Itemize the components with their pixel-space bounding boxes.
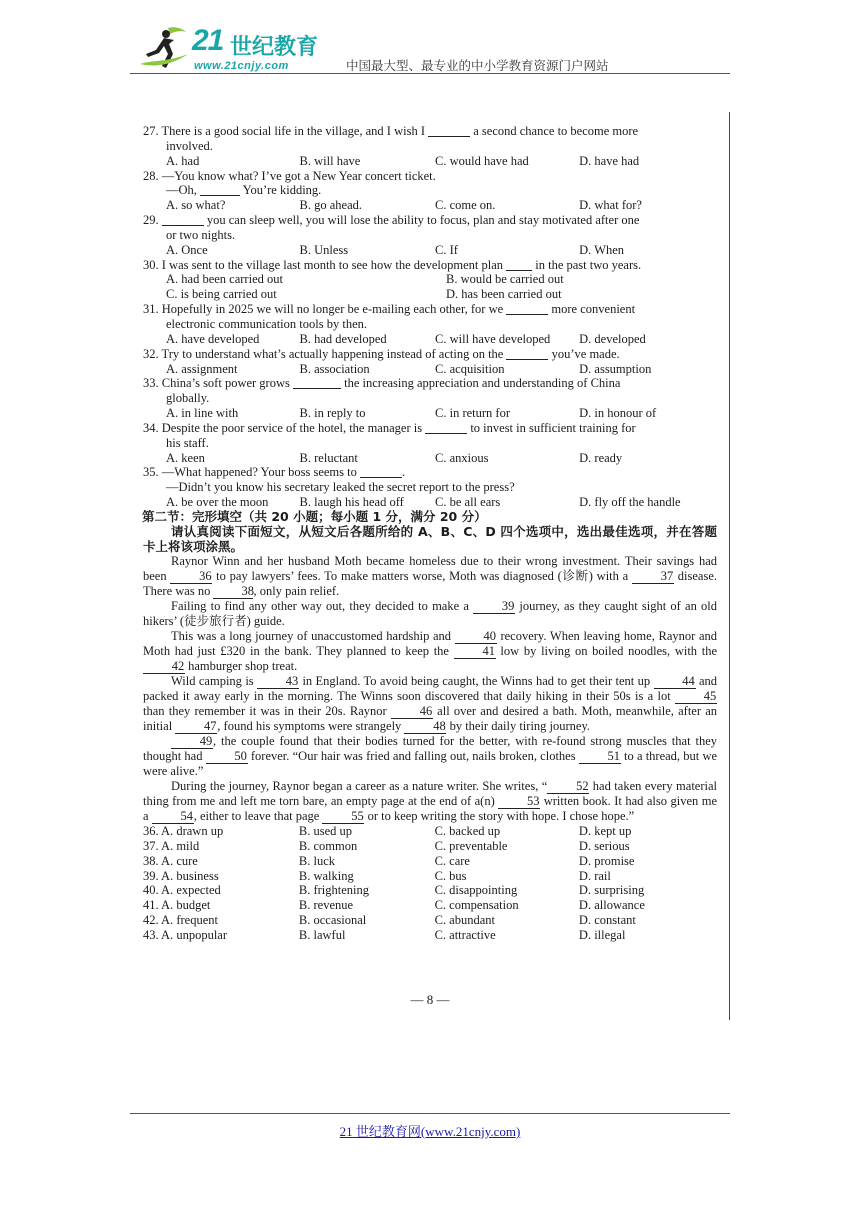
- question-stem: Try to understand what’s actually happening instead of acting on the: [161, 346, 504, 361]
- option-c: C. anxious: [435, 450, 489, 465]
- option-row: [143, 332, 717, 347]
- option-b: B. association: [299, 361, 370, 376]
- cloze-blank: 45: [675, 690, 717, 704]
- option-c: C. would have had: [435, 153, 529, 168]
- question-stem: more convenient: [551, 302, 636, 317]
- cloze-blank: 53: [498, 795, 540, 809]
- logo-url: www.21cnjy.com: [194, 60, 289, 72]
- option-row: [143, 198, 717, 213]
- cloze-option-row: 38. A. cure B. luck C. care D. promise: [143, 853, 635, 868]
- cloze-blank: 38: [213, 585, 253, 599]
- section-title: 第二节：完形填空（共 20 小题；每小题 1 分，满分 20 分）: [142, 508, 487, 524]
- cloze-option-row: 41. A. budget B. revenue C. compensation D. allowance: [143, 898, 645, 913]
- question-stem: You’re kidding.: [242, 183, 322, 198]
- option-a: A. had been carried out: [166, 272, 283, 287]
- option-b: B. will have: [299, 153, 361, 168]
- question-30: [143, 258, 717, 303]
- cloze-blank: 49: [171, 735, 213, 749]
- question-stem: —Didn’t you know his secretary leaked the secret report to the press?: [166, 480, 515, 495]
- cloze-options: [143, 824, 717, 943]
- option-a: A. had: [166, 153, 200, 168]
- option-row: [143, 406, 717, 421]
- question-stem: electronic communication tools by then.: [166, 316, 367, 331]
- site-logo[interactable]: [130, 18, 340, 74]
- question-stem: the increasing appreciation and understanding of China: [344, 376, 621, 391]
- question-stem: you can sleep well, you will lose the ability to focus, plan and stay motivated after one: [206, 213, 640, 228]
- cloze-blank: 47: [175, 720, 217, 734]
- option-d: D. assumption: [579, 361, 652, 376]
- option-d: D. what for?: [579, 198, 642, 213]
- option-a: A. assignment: [166, 361, 238, 376]
- cloze-blank: 39: [473, 600, 515, 614]
- question-number: 34.: [143, 420, 159, 435]
- exam-content: [143, 124, 717, 943]
- question-number: 27.: [143, 124, 159, 138]
- question-35: [143, 465, 717, 510]
- cloze-blank: 52: [547, 780, 589, 794]
- section-instructions: 请认真阅读下面短文，从短文后各题所给的 A、B、C、D 四个选项中，选出最佳选项，并在答题卡上将该项涂黑。: [143, 523, 717, 554]
- question-stem: —Oh,: [166, 183, 197, 198]
- option-row: [143, 243, 717, 258]
- option-c: C. acquisition: [435, 361, 505, 376]
- option-d: D. in honour of: [579, 406, 657, 421]
- cloze-blank: 46: [391, 705, 433, 719]
- question-stem: I was sent to the village last month to see how the development plan: [161, 257, 503, 272]
- cloze-option-row: 42. A. frequent B. occasional C. abundant D. constant: [143, 913, 636, 928]
- logo-number: 21: [192, 24, 224, 57]
- option-b: B. laugh his head off: [299, 495, 404, 510]
- option-c: C. be all ears: [435, 495, 501, 510]
- option-b: B. go ahead.: [299, 198, 363, 213]
- passage-paragraph: During the journey, Raynor began a career as a nature writer. She writes, “ 52 had taken every material thing from me and left me torn bare, an empty page at the end of a(n) 53 written book. It had also given me a 54, either to leave that page 55 or to keep writing the story with hope. I chose hope.”: [143, 779, 718, 823]
- site-tagline: 中国最大型、最专业的中小学教育资源门户网站: [346, 58, 609, 73]
- cloze-blank: 42: [143, 660, 185, 674]
- answer-blank: [200, 183, 240, 196]
- question-32: [143, 347, 717, 377]
- option-c: C. in return for: [435, 406, 510, 421]
- page-header: [130, 18, 730, 76]
- cloze-option-row: 37. A. mild B. common C. preventable D. serious: [143, 838, 630, 853]
- question-stem: —You know what? I’ve got a New Year concert ticket.: [161, 168, 436, 183]
- option-a: A. in line with: [166, 406, 239, 421]
- footer-link[interactable]: 21 世纪教育网(www.21cnjy.com): [339, 1124, 521, 1139]
- option-d: D. When: [579, 242, 625, 257]
- option-b: B. had developed: [299, 331, 387, 346]
- cloze-blank: 44: [654, 675, 696, 689]
- option-c: C. If: [435, 242, 458, 257]
- option-d: D. developed: [579, 331, 646, 346]
- question-number: 28.: [143, 168, 159, 183]
- passage-paragraph: Failing to find any other way out, they decided to make a 39 journey, as they caught sight of an old hikers’ (徒步旅行者) guide.: [143, 599, 718, 629]
- option-b: B. Unless: [299, 242, 349, 257]
- question-stem: Despite the poor service of the hotel, the manager is: [161, 420, 423, 435]
- question-stem: Hopefully in 2025 we will no longer be e-mailing each other, for we: [161, 302, 504, 317]
- answer-blank: [162, 213, 204, 226]
- cloze-blank: 50: [206, 750, 248, 764]
- option-d: D. ready: [579, 450, 623, 465]
- answer-blank: [293, 376, 341, 389]
- question-stem: a second chance to become more: [473, 124, 639, 138]
- question-stem: you’ve made.: [551, 346, 620, 361]
- option-a: A. be over the moon: [166, 495, 269, 510]
- answer-blank: [360, 465, 402, 478]
- option-row: [143, 495, 717, 510]
- option-d: D. has been carried out: [446, 287, 562, 302]
- question-number: 29.: [143, 213, 159, 228]
- question-stem: There is a good social life in the village, and I wish I: [161, 124, 425, 138]
- option-b: B. would be carried out: [446, 272, 564, 287]
- option-row: [143, 451, 717, 466]
- answer-blank: [506, 258, 532, 271]
- cloze-blank: 41: [454, 645, 496, 659]
- question-34: [143, 421, 717, 466]
- option-c: C. come on.: [435, 198, 496, 213]
- answer-blank: [506, 347, 548, 360]
- passage-paragraph: 49, the couple found that their bodies turned for the better, with re-found strong muscles that they thought had 50 forever. “Our hair was fried and falling out, nails broken, clothes 51 to a thread, but we were alive.”: [143, 734, 718, 779]
- question-stem: .: [402, 465, 406, 480]
- cloze-blank: 54: [152, 810, 194, 824]
- footer-divider: [130, 1113, 730, 1114]
- question-stem: globally.: [166, 391, 210, 406]
- option-b: B. in reply to: [299, 406, 366, 421]
- question-number: 32.: [143, 346, 159, 361]
- question-stem: China’s soft power grows: [161, 376, 290, 391]
- option-row: [143, 154, 717, 169]
- cloze-blank: 43: [257, 675, 299, 689]
- question-stem: to invest in sufficient training for: [470, 420, 636, 435]
- option-c: C. will have developed: [435, 331, 551, 346]
- runner-logo-icon: [138, 24, 190, 72]
- header-divider: [130, 73, 730, 74]
- question-number: 31.: [143, 302, 159, 317]
- cloze-blank: 40: [455, 630, 497, 644]
- passage-paragraph: Raynor Winn and her husband Moth became homeless due to their wrong investment. Their savings had been 36 to pay lawyers’ fees. To make matters worse, Moth was diagnosed (诊断) with a 37 disease. There was no 38, only pain relief.: [143, 554, 718, 599]
- page-number: — 8 —: [410, 992, 450, 1007]
- question-stem: his staff.: [166, 435, 209, 450]
- passage-paragraph: Wild camping is 43 in England. To avoid being caught, the Winns had to get their tent up 44 and packed it away early in the morning. The Winns soon discovered that daily hiking in their 50s is a lot 45 than they remember it was in their 20s. Raynor 46 all over and desired a bath. Moth, meanwhile, after an initial 47, found his symptoms were strangely 48 by their daily tiring journey.: [143, 674, 718, 734]
- cloze-option-row: 43. A. unpopular B. lawful C. attractive D. illegal: [143, 927, 626, 942]
- question-number: 35.: [143, 465, 159, 480]
- margin-rule: [729, 112, 730, 1020]
- cloze-blank: 36: [170, 570, 212, 584]
- question-stem: —What happened? Your boss seems to: [161, 465, 357, 480]
- option-a: A. so what?: [166, 198, 226, 213]
- option-row: [143, 287, 717, 302]
- cloze-blank: 55: [322, 810, 364, 824]
- option-a: A. Once: [166, 242, 208, 257]
- option-a: A. have developed: [166, 331, 260, 346]
- cloze-blank: 48: [404, 720, 446, 734]
- question-stem: involved.: [166, 138, 213, 153]
- answer-blank: [506, 302, 548, 315]
- option-c: C. is being carried out: [166, 287, 277, 302]
- question-31: [143, 302, 717, 347]
- cloze-passage: [143, 554, 717, 824]
- question-33: [143, 376, 717, 421]
- question-number: 33.: [143, 376, 159, 391]
- cloze-blank: 37: [632, 570, 674, 584]
- passage-paragraph: This was a long journey of unaccustomed hardship and 40 recovery. When leaving home, Raynor and Moth had just £320 in the bank. They planned to keep the 41 low by living on boiled noodles, with the 42 hamburger shop treat.: [143, 629, 718, 674]
- cloze-option-row: 39. A. business B. walking C. bus D. rail: [143, 868, 611, 883]
- question-28: [143, 169, 717, 214]
- option-a: A. keen: [166, 450, 205, 465]
- option-d: D. have had: [579, 153, 640, 168]
- question-number: 30.: [143, 257, 159, 272]
- question-stem: or two nights.: [166, 227, 236, 242]
- question-29: [143, 213, 717, 258]
- cloze-option-row: 36. A. drawn up B. used up C. backed up D. kept up: [143, 824, 632, 838]
- question-27: [143, 124, 717, 169]
- answer-blank: [428, 124, 470, 137]
- question-stem: in the past two years.: [535, 257, 642, 272]
- option-row: [143, 362, 717, 377]
- cloze-option-row: 40. A. expected B. frightening C. disappointing D. surprising: [143, 883, 645, 898]
- option-row: [143, 272, 717, 287]
- option-b: B. reluctant: [299, 450, 358, 465]
- logo-chinese: 世纪教育: [230, 35, 319, 60]
- option-d: D. fly off the handle: [579, 495, 681, 510]
- cloze-blank: 51: [579, 750, 621, 764]
- answer-blank: [425, 421, 467, 434]
